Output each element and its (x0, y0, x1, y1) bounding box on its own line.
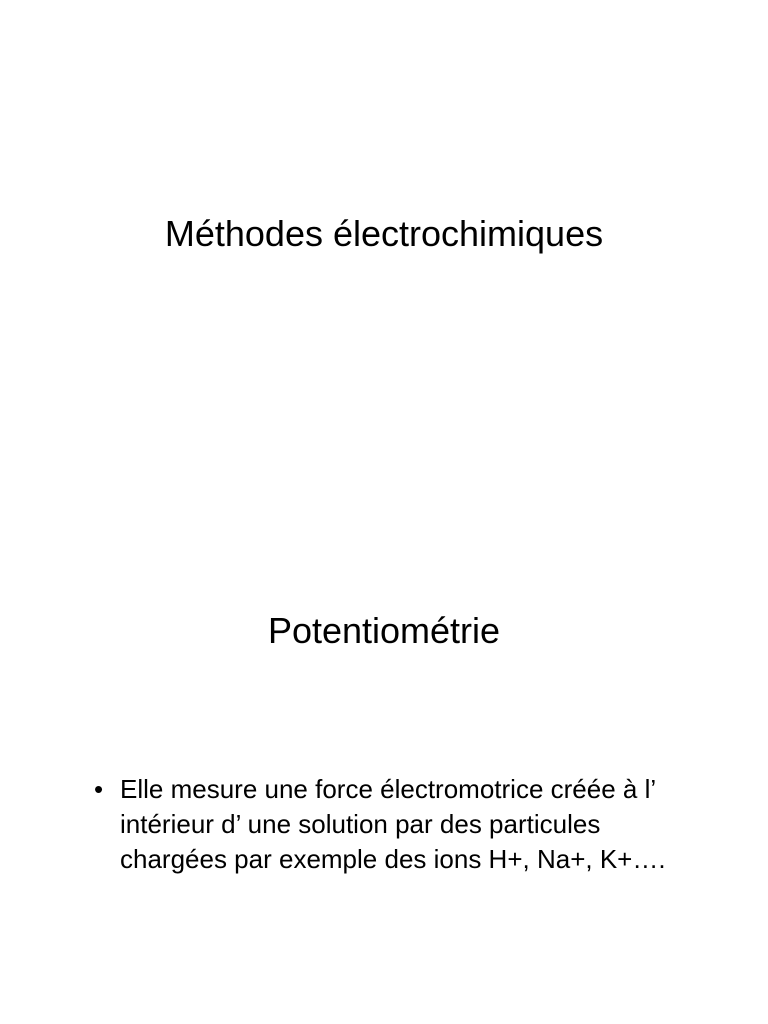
page-title: Méthodes électrochimiques (164, 213, 604, 254)
bullet-marker: • (94, 774, 104, 804)
bullet-list (94, 772, 694, 877)
section-heading: Potentiométrie (267, 610, 501, 651)
bullet-text: Elle mesure une force électromotrice créée à l’ intérieur d’ une solution par des particules chargées par exemple des ions H+, Na+, K+…. (120, 774, 666, 874)
bullet-item (94, 772, 694, 877)
